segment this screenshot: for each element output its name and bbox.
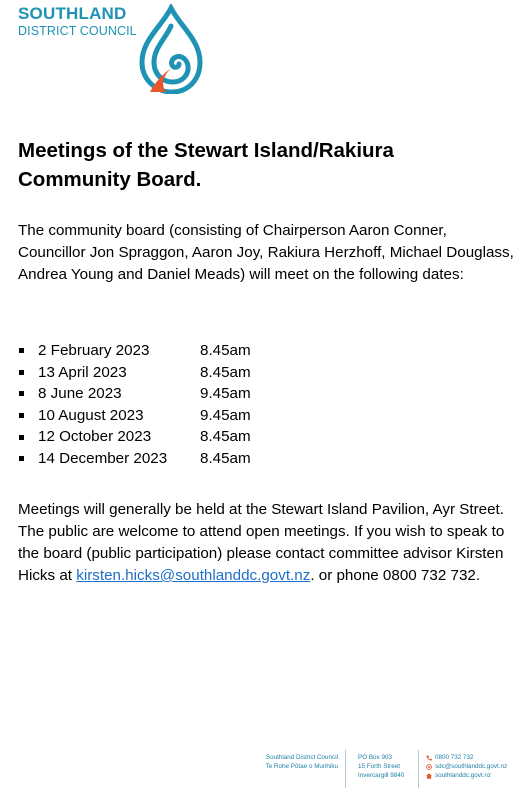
council-logo — [18, 4, 198, 94]
list-item — [18, 405, 251, 427]
footer-org-maori: Te Rohe Pōtae o Murihiku — [265, 763, 338, 770]
meeting-time: 8.45am — [200, 363, 251, 381]
footer-phone: 0800 732 732 — [435, 754, 474, 761]
meeting-time: 8.45am — [200, 449, 251, 467]
footer-address-line: PO Box 903 — [358, 754, 392, 761]
meeting-time: 8.45am — [200, 342, 251, 359]
closing-paragraph — [18, 499, 518, 587]
list-item — [18, 383, 251, 405]
meeting-date: 2 February 2023 — [38, 342, 150, 359]
footer-divider — [345, 750, 346, 788]
bullet-icon — [19, 348, 24, 353]
logo-text-southland: SOUTHLAND — [18, 4, 127, 23]
list-item — [18, 448, 251, 470]
footer-address-line: 15 Forth Street — [358, 763, 400, 770]
meeting-time: 9.45am — [200, 406, 251, 424]
bullet-icon — [19, 456, 24, 461]
footer-address-line: Invercargill 9840 — [358, 772, 405, 779]
home-icon — [426, 773, 432, 779]
meeting-date: 8 June 2023 — [38, 385, 122, 403]
meeting-date: 12 October 2023 — [38, 428, 152, 446]
closing-text: Meetings will generally be held at the Stewart Island Pavilion, Ayr Street. The public are welcome to attend open meetings. If you wish to speak to the board (public participation) please contact committee advisor Kirsten Hicks at — [18, 501, 505, 584]
at-icon — [426, 764, 432, 770]
bullet-icon — [19, 370, 24, 375]
contact-email-link[interactable]: kirsten.hicks@southlanddc.govt.nz — [76, 567, 311, 584]
list-item — [18, 340, 251, 362]
footer-org-name: Southland District Council — [265, 754, 338, 761]
list-item — [18, 426, 251, 448]
footer-contact — [426, 753, 526, 787]
meeting-date: 14 December 2023 — [38, 449, 168, 467]
phone-icon — [426, 755, 432, 761]
bullet-icon — [19, 413, 24, 418]
bullet-icon — [19, 435, 24, 440]
closing-text-end: . or phone 0800 732 732. — [310, 567, 481, 584]
list-item — [18, 362, 251, 384]
meeting-date: 13 April 2023 — [38, 363, 127, 381]
meeting-date: 10 August 2023 — [38, 406, 144, 424]
page-title: Meetings of the Stewart Island/Rakiura Community Board. — [18, 139, 394, 191]
footer-address — [358, 753, 414, 787]
footer-email[interactable]: sdc@southlanddc.govt.nz — [435, 763, 508, 770]
teardrop-wave-logo-icon — [136, 4, 206, 94]
footer-divider — [418, 750, 419, 788]
meeting-dates-list — [18, 340, 251, 470]
intro-paragraph: The community board (consisting of Chairperson Aaron Conner, Councillor Jon Spraggon, Aaron Joy, Rakiura Herzhoff, Michael Douglass, Andrea Young and Daniel Meads) will meet on the following dates: — [18, 222, 514, 283]
bullet-icon — [19, 391, 24, 396]
footer-org — [252, 753, 338, 787]
footer-website[interactable]: southlanddc.govt.nz — [435, 772, 492, 779]
meeting-time: 8.45am — [200, 428, 251, 446]
logo-text-district-council: DISTRICT COUNCIL — [18, 24, 137, 38]
meeting-time: 9.45am — [200, 385, 251, 403]
